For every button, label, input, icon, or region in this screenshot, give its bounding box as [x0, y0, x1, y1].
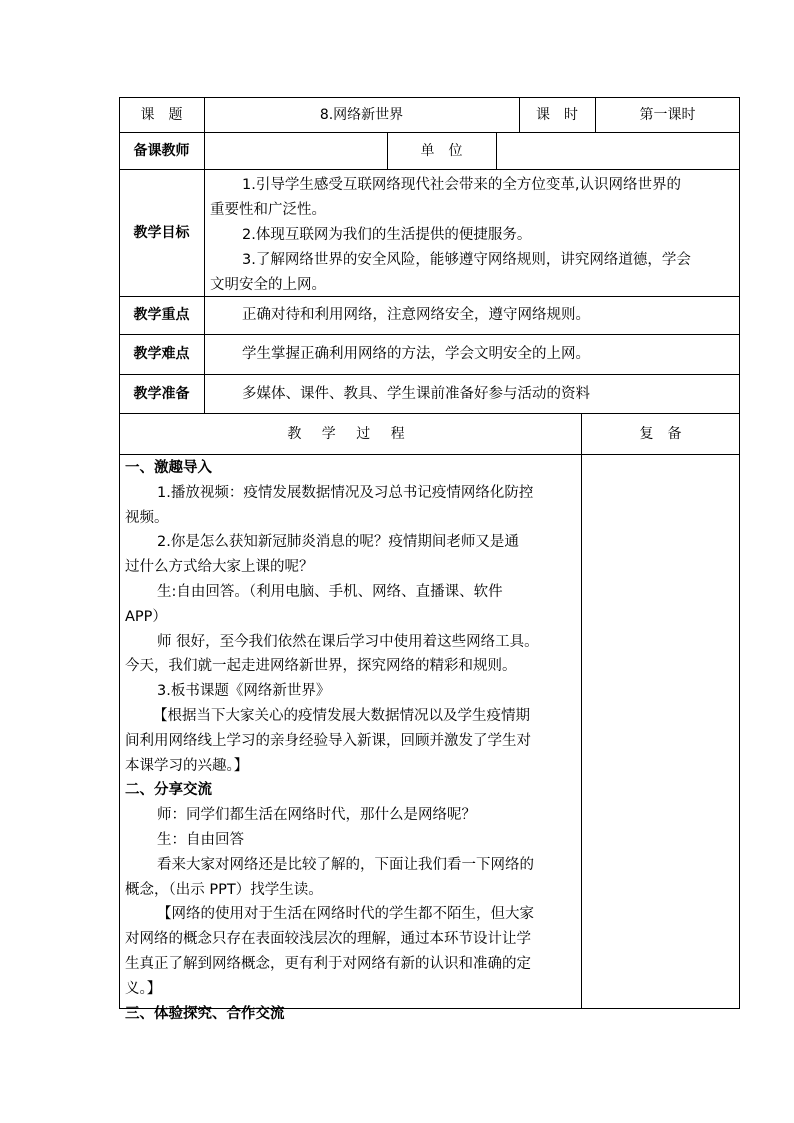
process-line: 3.板书课题《网络新世界》 — [157, 683, 331, 700]
period-value: 第一课时 — [639, 107, 696, 123]
process-line: 间利用网络线上学习的亲身经验导入新课，回顾并激发了学生对 — [125, 732, 531, 749]
preparation-text: 多媒体、课件、教具、学生课前准备好参与活动的资料 — [242, 386, 590, 402]
key-points-label: 教学重点 — [133, 307, 190, 323]
topic-value: 8.网络新世界 — [319, 107, 404, 123]
process-line: 生：自由回答 — [157, 831, 244, 848]
process-line: 生:自由回答。（利用电脑、手机、网络、直播课、软件 — [157, 583, 503, 600]
goals-text — [210, 173, 736, 298]
process-line: 今天，我们就一起走进网络新世界，探究网络的精彩和规则。 — [125, 658, 517, 675]
review-header: 复 备 — [639, 426, 682, 442]
topic-label: 课 题 — [140, 107, 183, 123]
goal-line: 3.了解网络世界的安全风险，能够遵守网络规则，讲究网络道德，学会 — [242, 252, 691, 268]
goal-line: 1.引导学生感受互联网络现代社会带来的全方位变革,认识网络世界的 — [242, 177, 681, 193]
difficulties-text: 学生掌握正确利用网络的方法，学会文明安全的上网。 — [242, 346, 590, 362]
goal-line: 文明安全的上网。 — [210, 277, 326, 293]
goals-label: 教学目标 — [133, 225, 190, 241]
process-line: 义。】 — [125, 980, 162, 997]
preparation-label: 教学准备 — [133, 386, 190, 402]
period-label: 课 时 — [536, 107, 578, 123]
process-line: 【网络的使用对于生活在网络时代的学生都不陌生，但大家 — [157, 906, 534, 923]
process-line: 师 很好，至今我们依然在课后学习中使用着这些网络工具。 — [157, 633, 539, 650]
lesson-plan-sheet — [119, 97, 740, 1022]
section-heading: 一、激趣导入 — [125, 460, 212, 476]
teacher-value — [205, 132, 387, 170]
teacher-label: 备课教师 — [133, 143, 190, 159]
unit-value — [497, 132, 740, 170]
process-line: 视频。 — [125, 509, 169, 526]
difficulties-label: 教学难点 — [133, 346, 190, 362]
goal-line: 2.体现互联网为我们的生活提供的便捷服务。 — [242, 227, 532, 243]
process-line: 生真正了解到网络概念，更有利于对网络有新的认识和准确的定 — [125, 955, 531, 972]
process-line: 看来大家对网络还是比较了解的，下面让我们看一下网络的 — [157, 856, 534, 873]
process-line: 本课学习的兴趣。】 — [125, 757, 249, 774]
review-notes — [582, 455, 739, 1008]
process-line: 过什么方式给大家上课的呢？ — [125, 559, 314, 576]
section-heading: 三、体验探究、合作交流 — [125, 1005, 285, 1022]
process-line: 对网络的概念只存在表面较浅层次的理解，通过本环节设计让学 — [125, 931, 531, 948]
process-line: 概念，（出示 PPT）找学生读。 — [125, 881, 323, 898]
process-line: APP） — [125, 608, 167, 625]
process-line: 【根据当下大家关心的疫情发展大数据情况以及学生疫情期 — [153, 707, 530, 724]
process-body — [125, 456, 577, 1026]
process-line: 师：同学们都生活在网络时代，那什么是网络呢？ — [157, 807, 476, 824]
grid — [119, 97, 740, 1022]
goal-line: 重要性和广泛性。 — [210, 202, 326, 218]
process-line: 1.播放视频：疫情发展数据情况及习总书记疫情网络化防控 — [157, 484, 534, 501]
key-points-text: 正确对待和利用网络，注意网络安全，遵守网络规则。 — [242, 307, 590, 323]
unit-label: 单 位 — [420, 143, 463, 159]
process-header: 教 学 过 程 — [287, 426, 413, 442]
section-heading: 二、分享交流 — [125, 782, 212, 799]
process-line: 2.你是怎么获知新冠肺炎消息的呢？疫情期间老师又是通 — [157, 534, 519, 551]
